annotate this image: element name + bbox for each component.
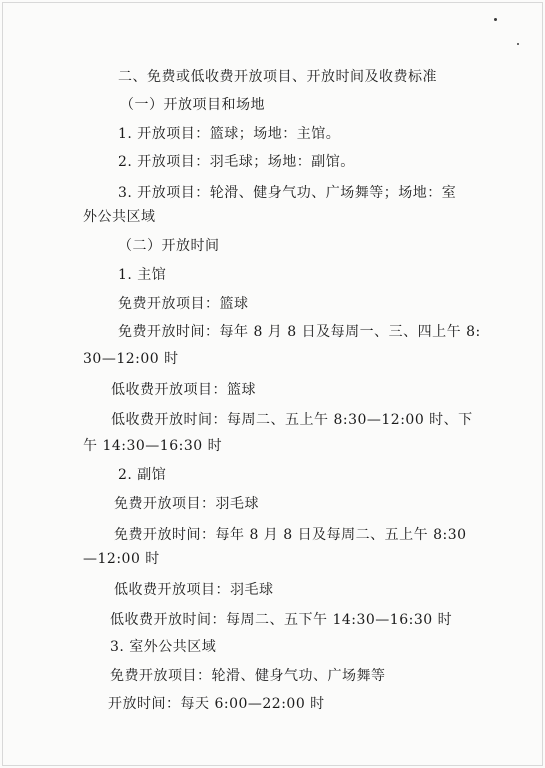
section-2-title: （二）开放时间: [118, 238, 220, 254]
outdoor-open-time: 开放时间：每天 6:00—22:00 时: [108, 696, 325, 712]
main-hall-low-time-cont: 午 14:30—16:30 时: [83, 438, 223, 454]
sub-hall-free-project: 免费开放项目：羽毛球: [114, 496, 259, 512]
sub-hall-low-project: 低收费开放项目：羽毛球: [114, 582, 274, 598]
page-border: [2, 2, 543, 766]
section-1-item-2: 2. 开放项目：羽毛球；场地：副馆。: [118, 154, 355, 170]
document-heading: 二、免费或低收费开放项目、开放时间及收费标准: [118, 69, 437, 85]
section-1-item-1: 1. 开放项目：篮球；场地：主馆。: [118, 126, 341, 142]
main-hall-title: 1. 主馆: [118, 267, 167, 283]
scan-speck: [517, 43, 519, 45]
sub-hall-low-time: 低收费开放时间：每周二、五下午 14:30—16:30 时: [110, 612, 453, 628]
main-hall-free-project: 免费开放项目：篮球: [118, 296, 249, 312]
section-1-item-3-cont: 外公共区域: [83, 209, 156, 225]
main-hall-free-time-cont: 30—12:00 时: [83, 351, 179, 367]
scan-speck: [494, 18, 497, 21]
section-1-item-3: 3. 开放项目：轮滑、健身气功、广场舞等；场地：室: [118, 185, 457, 201]
sub-hall-title: 2. 副馆: [118, 467, 167, 483]
main-hall-free-time: 免费开放时间：每年 8 月 8 日及每周一、三、四上午 8:: [118, 324, 481, 340]
sub-hall-free-time-cont: —12:00 时: [83, 551, 160, 567]
outdoor-title: 3. 室外公共区域: [110, 639, 217, 655]
main-hall-low-project: 低收费开放项目：篮球: [111, 382, 256, 398]
main-hall-low-time: 低收费开放时间：每周二、五上午 8:30—12:00 时、下: [111, 412, 473, 428]
sub-hall-free-time: 免费开放时间：每年 8 月 8 日及每周二、五上午 8:30: [114, 527, 467, 543]
outdoor-free-project: 免费开放项目：轮滑、健身气功、广场舞等: [110, 668, 386, 684]
section-1-title: （一）开放项目和场地: [120, 97, 265, 113]
